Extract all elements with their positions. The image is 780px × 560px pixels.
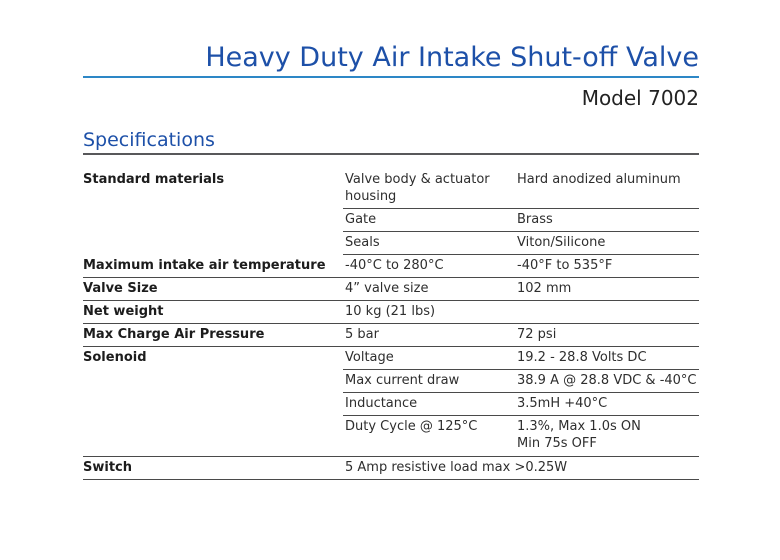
- spec-value: Viton/Silicone: [517, 235, 606, 250]
- spec-category: Maximum intake air temperature: [83, 258, 326, 273]
- spec-value-line2: Min 75s OFF: [517, 436, 597, 451]
- spec-attribute: Voltage: [345, 350, 394, 365]
- spec-value: [515, 416, 699, 456]
- table-row: [83, 416, 699, 457]
- spec-value: Brass: [517, 212, 553, 227]
- spec-row-values: [343, 393, 699, 416]
- spec-category: [83, 416, 343, 456]
- spec-category: Valve Size: [83, 281, 158, 296]
- table-row: [83, 393, 699, 416]
- spec-attribute: -40°C to 280°C: [345, 258, 444, 273]
- spec-row-values: [343, 301, 699, 323]
- spec-attribute: Duty Cycle @ 125°C: [345, 419, 478, 434]
- spec-value: 19.2 - 28.8 Volts DC: [517, 350, 647, 365]
- spec-row-values: [343, 232, 699, 255]
- spec-category: [83, 370, 343, 393]
- spec-row-values: [343, 324, 699, 346]
- page-content: [83, 0, 699, 480]
- spec-value: 3.5mH +40°C: [517, 396, 608, 411]
- table-row: [83, 324, 699, 347]
- spec-attribute: 5 bar: [345, 327, 379, 342]
- spec-value: 38.9 A @ 28.8 VDC & -40°C: [517, 373, 697, 388]
- spec-category: Switch: [83, 460, 133, 475]
- spec-row-values: [343, 278, 699, 300]
- table-row: [83, 278, 699, 301]
- spec-category: [83, 232, 343, 255]
- table-row: [83, 457, 699, 480]
- table-row: [83, 255, 699, 278]
- table-row: [83, 232, 699, 255]
- spec-attribute-wide: 5 Amp resistive load max >0.25W: [345, 460, 568, 475]
- table-row: [83, 209, 699, 232]
- spec-value: 102 mm: [517, 281, 572, 296]
- spec-row-values: [343, 416, 699, 456]
- table-row: [83, 301, 699, 324]
- table-row: [83, 370, 699, 393]
- spec-value: Hard anodized aluminum: [517, 172, 681, 187]
- model-number: Model 7002: [581, 86, 699, 110]
- spec-row-values: [343, 209, 699, 232]
- spec-category: Standard materials: [83, 172, 225, 187]
- spec-category: Solenoid: [83, 350, 147, 365]
- spec-row-values: [343, 347, 699, 370]
- spec-category: [83, 393, 343, 416]
- spec-category: Max Charge Air Pressure: [83, 327, 265, 342]
- spec-value: [515, 301, 699, 323]
- spec-attribute: 10 kg (21 lbs): [345, 304, 436, 319]
- title-underline: [83, 76, 699, 78]
- spec-attribute: Inductance: [345, 396, 418, 411]
- spec-row-values: [343, 255, 699, 277]
- spec-category: [83, 209, 343, 232]
- spec-value-line1: 1.3%, Max 1.0s ON: [517, 419, 641, 434]
- spec-attribute: Gate: [345, 212, 377, 227]
- table-row: [83, 347, 699, 370]
- spec-row-values: [343, 155, 699, 209]
- spec-attribute: Valve body & actuator housing: [345, 172, 490, 204]
- spec-attribute: 4” valve size: [345, 281, 429, 296]
- spec-value: 72 psi: [517, 327, 557, 342]
- table-row: [83, 155, 699, 209]
- section-heading: Specifications: [83, 129, 215, 151]
- specifications-table: [83, 155, 699, 480]
- spec-attribute: Seals: [345, 235, 380, 250]
- spec-value: -40°F to 535°F: [517, 258, 613, 273]
- spec-category: Net weight: [83, 304, 164, 319]
- page-title: Heavy Duty Air Intake Shut-off Valve: [205, 42, 699, 73]
- spec-row-values: [343, 457, 699, 479]
- spec-attribute: Max current draw: [345, 373, 460, 388]
- spec-row-values: [343, 370, 699, 393]
